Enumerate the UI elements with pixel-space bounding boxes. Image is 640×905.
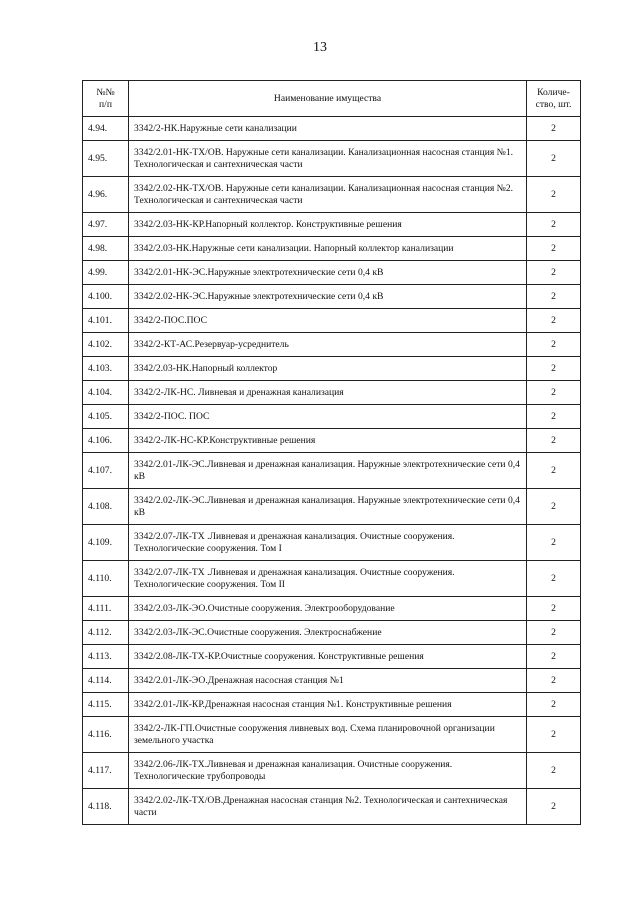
row-name-cell: 3342/2.03-ЛК-ЭС.Очистные сооружения. Электроснабжение (129, 621, 527, 645)
table-row (83, 237, 581, 261)
header-number: №№ п/п (83, 81, 129, 117)
row-name-cell: 3342/2.07-ЛК-ТХ .Ливневая и дренажная канализация. Очистные сооружения. Технологические сооружения. Том I (129, 525, 527, 561)
row-number-cell: 4.101. (83, 309, 129, 333)
table-row (83, 717, 581, 753)
property-table (82, 80, 581, 825)
row-number-cell: 4.100. (83, 285, 129, 309)
row-number-cell: 4.116. (83, 717, 129, 753)
page-number: 13 (313, 40, 327, 55)
table-row (83, 381, 581, 405)
table-row (83, 645, 581, 669)
row-name-cell: 3342/2.01-ЛК-ЭО.Дренажная насосная станция №1 (129, 669, 527, 693)
row-name-cell: 3342/2-КТ-АС.Резервуар-усреднитель (129, 333, 527, 357)
row-name-cell: 3342/2.02-ЛК-ЭС.Ливневая и дренажная канализация. Наружные электротехнические сети 0,4 кВ (129, 489, 527, 525)
row-number-cell: 4.104. (83, 381, 129, 405)
row-name-cell: 3342/2.03-ЛК-ЭО.Очистные сооружения. Электрооборудование (129, 597, 527, 621)
table-row (83, 213, 581, 237)
row-quantity-cell: 2 (527, 405, 581, 429)
row-name-cell: 3342/2-ЛК-ГП.Очистные сооружения ливневых вод. Схема планировочной организации земельного участка (129, 717, 527, 753)
row-number-cell: 4.108. (83, 489, 129, 525)
table-row (83, 261, 581, 285)
table-row (83, 789, 581, 825)
row-quantity-cell: 2 (527, 213, 581, 237)
row-number-cell: 4.106. (83, 429, 129, 453)
row-quantity-cell: 2 (527, 381, 581, 405)
row-number-cell: 4.102. (83, 333, 129, 357)
row-name-cell: 3342/2.02-ЛК-ТХ/ОВ.Дренажная насосная станция №2. Технологическая и сантехническая части (129, 789, 527, 825)
table-row (83, 693, 581, 717)
row-quantity-cell: 2 (527, 561, 581, 597)
table-header-row (83, 81, 581, 117)
table-row (83, 561, 581, 597)
table-row (83, 177, 581, 213)
row-number-cell: 4.97. (83, 213, 129, 237)
row-number-cell: 4.95. (83, 141, 129, 177)
row-name-cell: 3342/2.06-ЛК-ТХ.Ливневая и дренажная канализация. Очистные сооружения. Технологические трубопроводы (129, 753, 527, 789)
table-row (83, 405, 581, 429)
row-quantity-cell: 2 (527, 261, 581, 285)
row-number-cell: 4.110. (83, 561, 129, 597)
row-name-cell: 3342/2.03-НК.Наружные сети канализации. Напорный коллектор канализации (129, 237, 527, 261)
table-row (83, 669, 581, 693)
row-number-cell: 4.118. (83, 789, 129, 825)
row-number-cell: 4.114. (83, 669, 129, 693)
header-name: Наименование имущества (129, 81, 527, 117)
row-quantity-cell: 2 (527, 237, 581, 261)
table-row (83, 597, 581, 621)
row-number-cell: 4.111. (83, 597, 129, 621)
row-number-cell: 4.107. (83, 453, 129, 489)
row-quantity-cell: 2 (527, 489, 581, 525)
row-quantity-cell: 2 (527, 453, 581, 489)
row-name-cell: 3342/2.01-ЛК-КР.Дренажная насосная станция №1. Конструктивные решения (129, 693, 527, 717)
row-name-cell: 3342/2.01-ЛК-ЭС.Ливневая и дренажная канализация. Наружные электротехнические сети 0,4 кВ (129, 453, 527, 489)
row-number-cell: 4.113. (83, 645, 129, 669)
row-number-cell: 4.103. (83, 357, 129, 381)
row-number-cell: 4.99. (83, 261, 129, 285)
row-name-cell: 3342/2-ПОС. ПОС (129, 405, 527, 429)
row-name-cell: 3342/2-ЛК-НС-КР.Конструктивные решения (129, 429, 527, 453)
row-name-cell: 3342/2.02-НК-ЭС.Наружные электротехнические сети 0,4 кВ (129, 285, 527, 309)
row-quantity-cell: 2 (527, 285, 581, 309)
row-quantity-cell: 2 (527, 753, 581, 789)
row-quantity-cell: 2 (527, 525, 581, 561)
row-quantity-cell: 2 (527, 669, 581, 693)
row-name-cell: 3342/2.01-НК-ТХ/ОВ. Наружные сети канализации. Канализационная насосная станция №1. Технологическая и сантехническая части (129, 141, 527, 177)
row-quantity-cell: 2 (527, 621, 581, 645)
row-name-cell: 3342/2.02-НК-ТХ/ОВ. Наружные сети канализации. Канализационная насосная станция №2. Технологическая и сантехническая части (129, 177, 527, 213)
row-name-cell: 3342/2-ПОС.ПОС (129, 309, 527, 333)
table-row (83, 117, 581, 141)
row-number-cell: 4.96. (83, 177, 129, 213)
row-name-cell: 3342/2.03-НК.Напорный коллектор (129, 357, 527, 381)
header-quantity: Количе- ство, шт. (527, 81, 581, 117)
row-number-cell: 4.115. (83, 693, 129, 717)
row-name-cell: 3342/2-НК.Наружные сети канализации (129, 117, 527, 141)
row-quantity-cell: 2 (527, 357, 581, 381)
row-quantity-cell: 2 (527, 693, 581, 717)
row-quantity-cell: 2 (527, 177, 581, 213)
row-name-cell: 3342/2-ЛК-НС. Ливневая и дренажная канализация (129, 381, 527, 405)
row-number-cell: 4.94. (83, 117, 129, 141)
row-name-cell: 3342/2.08-ЛК-ТХ-КР.Очистные сооружения. Конструктивные решения (129, 645, 527, 669)
row-number-cell: 4.105. (83, 405, 129, 429)
row-quantity-cell: 2 (527, 717, 581, 753)
row-name-cell: 3342/2.03-НК-КР.Напорный коллектор. Конструктивные решения (129, 213, 527, 237)
table-row (83, 621, 581, 645)
row-quantity-cell: 2 (527, 429, 581, 453)
row-number-cell: 4.98. (83, 237, 129, 261)
table-row (83, 357, 581, 381)
row-name-cell: 3342/2.01-НК-ЭС.Наружные электротехнические сети 0,4 кВ (129, 261, 527, 285)
row-quantity-cell: 2 (527, 597, 581, 621)
table-row (83, 489, 581, 525)
row-quantity-cell: 2 (527, 141, 581, 177)
row-quantity-cell: 2 (527, 309, 581, 333)
table-row (83, 453, 581, 489)
row-quantity-cell: 2 (527, 645, 581, 669)
table-row (83, 309, 581, 333)
row-quantity-cell: 2 (527, 789, 581, 825)
row-quantity-cell: 2 (527, 333, 581, 357)
table-row (83, 141, 581, 177)
row-name-cell: 3342/2.07-ЛК-ТХ .Ливневая и дренажная канализация. Очистные сооружения. Технологические сооружения. Том II (129, 561, 527, 597)
table-row (83, 753, 581, 789)
table-row (83, 525, 581, 561)
table-row (83, 429, 581, 453)
row-quantity-cell: 2 (527, 117, 581, 141)
row-number-cell: 4.117. (83, 753, 129, 789)
table-row (83, 333, 581, 357)
row-number-cell: 4.109. (83, 525, 129, 561)
table-row (83, 285, 581, 309)
row-number-cell: 4.112. (83, 621, 129, 645)
